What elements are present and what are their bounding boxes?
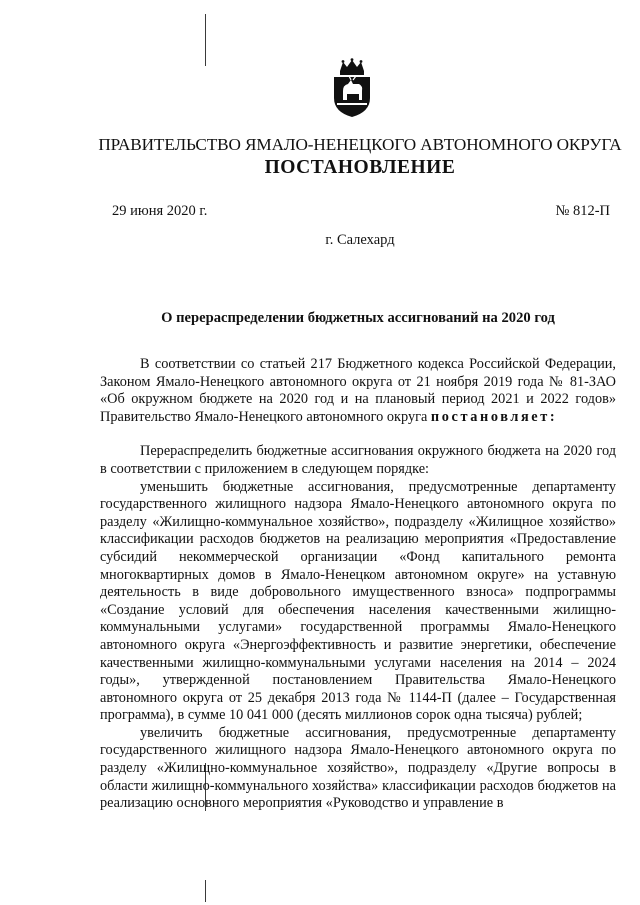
paragraph-redistribute: Перераспределить бюджетные ассигнования окружного бюджета на 2020 год в соответствии с приложением в следующем порядке:	[100, 443, 616, 477]
paragraph-decrease: уменьшить бюджетные ассигнования, предусмотренные департаменту государственного жилищного надзора Ямало-Ненецкого автономного округа по разделу «Жилищно-коммунальное хозяйство», подразделу «Жилищное хозяйство» классификации расходов бюджетов на реализацию мероприятия «Предоставление субсидий некоммерческой организации «Фонд капитального ремонта многоквартирных домов в Ямало-Ненецком автономном округе» на уставную деятельность в виде добровольного имущественного взноса» подпрограммы «Создание условий для обеспечения населения качественными жилищно-коммунальными услугами» государственной программы Ямало-Ненецкого автономного округа «Энергоэффективность и развитие энергетики, обеспечение качественными жилищно-коммунальными услугами населения на 2014 – 2024 годы», утвержденной постановлением Правительства Ямало-Ненецкого автономного округа от 25 декабря 2013 года № 1144-П (далее – Государственная программа), в сумме 10 041 000 (десять миллионов сорок одна тысяча) рублей;	[100, 478, 616, 724]
document-type: ПОСТАНОВЛЕНИЕ	[264, 157, 456, 178]
document-date: 29 июня 2020 г.	[112, 203, 208, 219]
coat-of-arms-icon	[329, 58, 375, 118]
scan-line-top	[205, 14, 206, 66]
document-number: № 812-П	[555, 203, 610, 219]
preamble-text: В соответствии со статьей 217 Бюджетного кодекса Российской Федерации, Законом Ямало-Ненецкого автономного округа от 21 ноября 2019 года № 81-ЗАО «Об окружном бюджете на 2020 год и на плановый период 2021 и 2022 годов» Правительство Ямало-Ненецкого автономного округа	[100, 356, 616, 425]
paragraph-increase: увеличить бюджетные ассигнования, предусмотренные департаменту государственного жилищного надзора Ямало-Ненецкого автономного округа по разделу «Жилищно-коммунальное хозяйство», подразделу «Другие вопросы в области жилищно-коммунального хозяйства» классификации расходов бюджетов на реализацию основного мероприятия «Руководство и управление в	[100, 724, 616, 812]
document-subject: О перераспределении бюджетных ассигнований на 2020 год	[161, 310, 555, 326]
scan-line-bottom	[205, 880, 206, 902]
resolution-verb: постановляет:	[430, 408, 558, 425]
document-body	[100, 356, 616, 813]
government-name: ПРАВИТЕЛЬСТВО ЯМАЛО-НЕНЕЦКОГО АВТОНОМНОГО ОКРУГА	[98, 135, 622, 154]
paragraph-preamble	[100, 356, 616, 426]
document-city: г. Салехард	[325, 232, 395, 248]
